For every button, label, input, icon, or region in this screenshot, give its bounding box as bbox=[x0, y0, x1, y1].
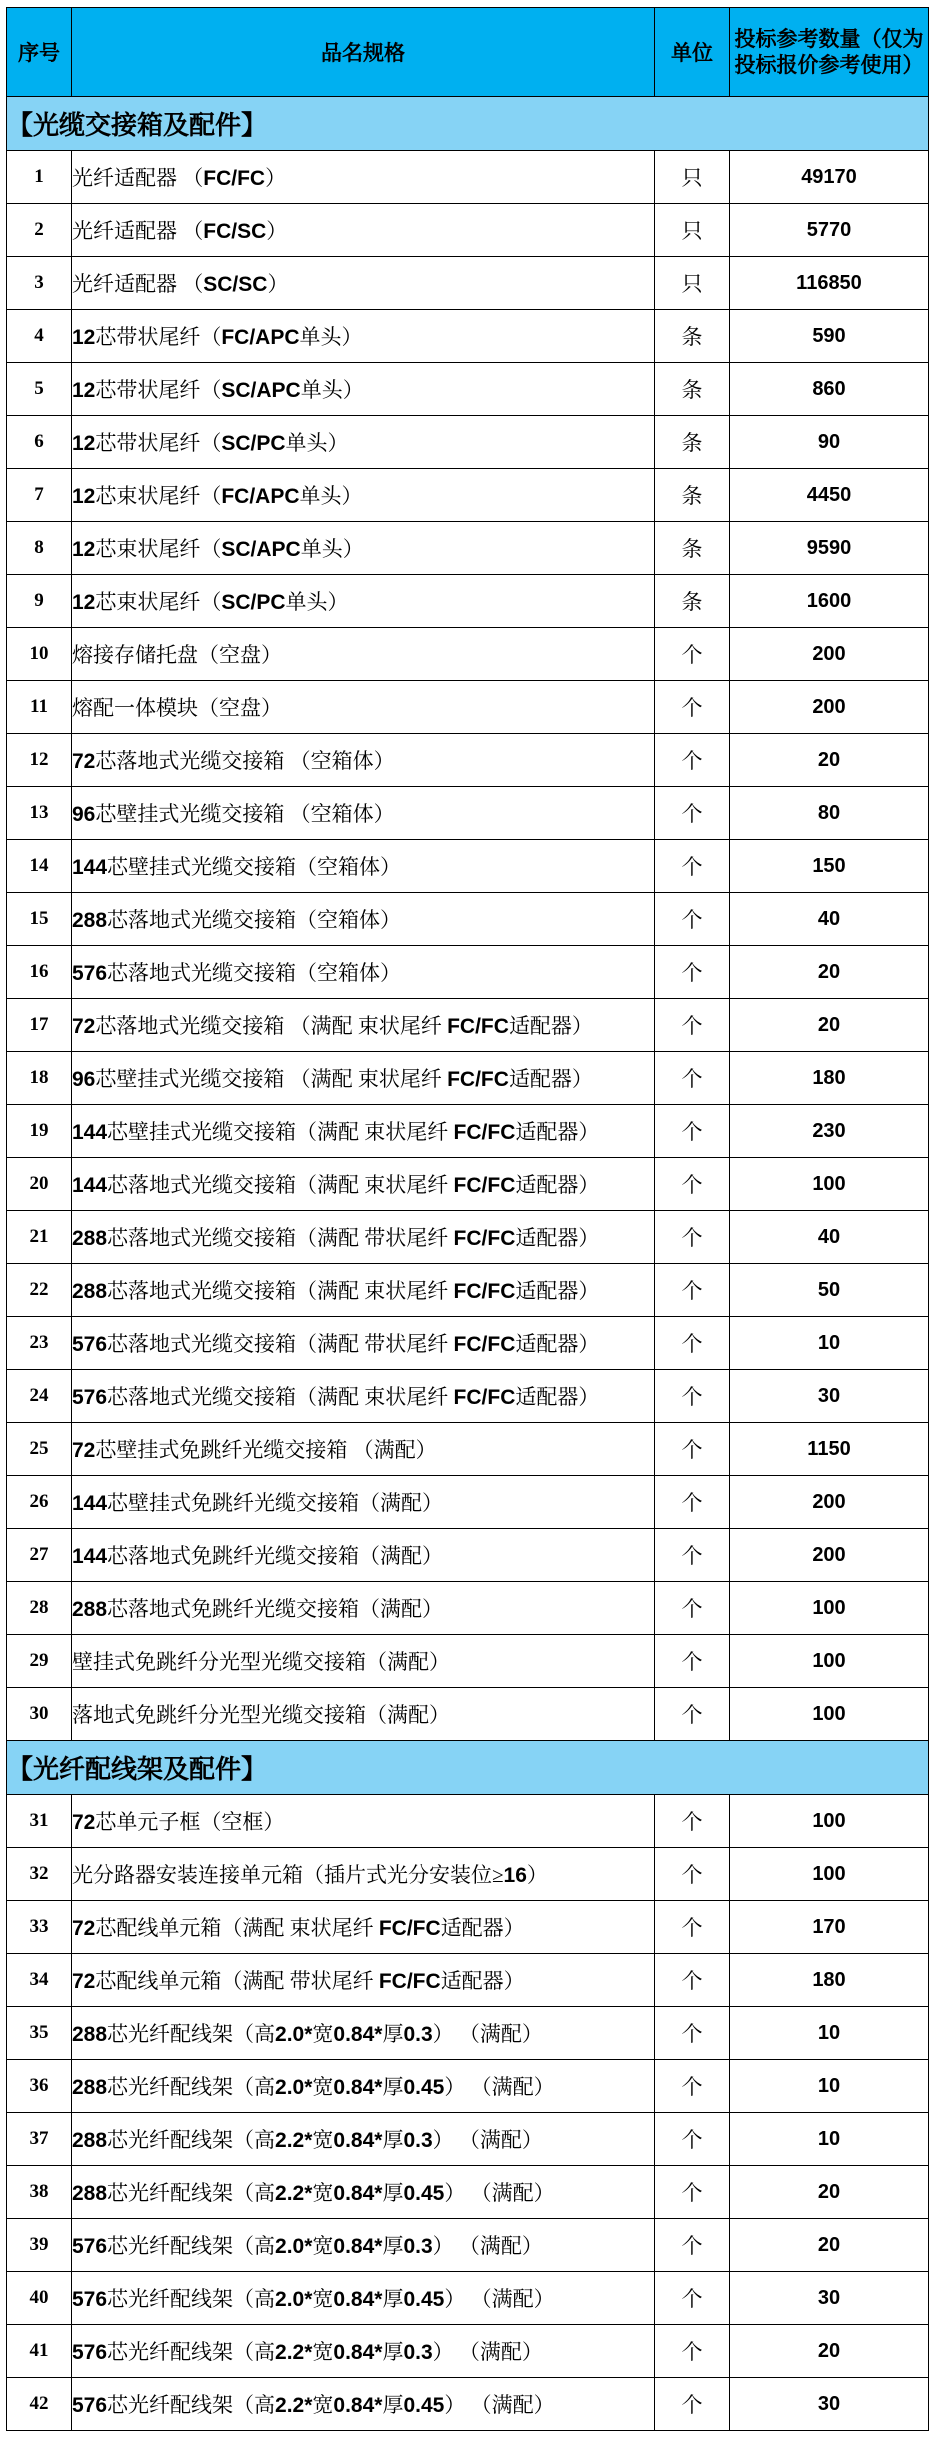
item-name-latin-part: 0.84* bbox=[333, 2023, 383, 2046]
row-index: 29 bbox=[7, 1635, 72, 1688]
row-quantity: 20 bbox=[730, 2219, 929, 2272]
table-row bbox=[7, 628, 929, 681]
item-name-latin-part: 12 bbox=[72, 379, 96, 402]
row-quantity: 30 bbox=[730, 1370, 929, 1423]
row-item-name: 96芯壁挂式光缆交接箱 （满配 束状尾纤 FC/FC适配器） bbox=[72, 1052, 655, 1105]
row-unit: 条 bbox=[655, 575, 730, 628]
row-quantity: 5770 bbox=[730, 204, 929, 257]
table-row bbox=[7, 204, 929, 257]
table-row bbox=[7, 1211, 929, 1264]
row-index: 38 bbox=[7, 2166, 72, 2219]
table-row bbox=[7, 1158, 929, 1211]
item-name-latin-part: FC/FC bbox=[453, 1280, 516, 1303]
item-name-latin-part: 16 bbox=[503, 1864, 527, 1887]
row-item-name: 288芯光纤配线架（高2.2*宽0.84*厚0.3） （满配） bbox=[72, 2113, 655, 2166]
row-index: 4 bbox=[7, 310, 72, 363]
row-index: 3 bbox=[7, 257, 72, 310]
row-item-name: 熔配一体模块（空盘） bbox=[72, 681, 655, 734]
item-name-latin-part: 288 bbox=[72, 2076, 108, 2099]
item-name-latin-part: FC/FC bbox=[447, 1068, 509, 1091]
table-row bbox=[7, 893, 929, 946]
table-body bbox=[7, 97, 929, 2431]
row-unit: 个 bbox=[655, 840, 730, 893]
row-quantity: 200 bbox=[730, 681, 929, 734]
row-unit: 个 bbox=[655, 2325, 730, 2378]
row-unit: 只 bbox=[655, 151, 730, 204]
row-unit: 只 bbox=[655, 204, 730, 257]
item-name-latin-part: 144 bbox=[72, 856, 108, 879]
item-name-latin-part: 0.84* bbox=[333, 2182, 383, 2205]
row-quantity: 20 bbox=[730, 2166, 929, 2219]
row-unit: 条 bbox=[655, 522, 730, 575]
row-quantity: 860 bbox=[730, 363, 929, 416]
row-item-name: 光纤适配器 （SC/SC） bbox=[72, 257, 655, 310]
item-name-latin-part: 576 bbox=[72, 2288, 108, 2311]
table-row bbox=[7, 2325, 929, 2378]
item-name-latin-part: 12 bbox=[72, 485, 96, 508]
item-name-latin-part: 288 bbox=[72, 2182, 108, 2205]
table-row bbox=[7, 1688, 929, 1741]
item-name-latin-part: 0.84* bbox=[333, 2076, 383, 2099]
item-name-latin-part: 96 bbox=[72, 803, 96, 826]
table-row bbox=[7, 1795, 929, 1848]
item-name-latin-part: 0.45 bbox=[403, 2182, 445, 2205]
item-name-latin-part: 0.84* bbox=[333, 2235, 383, 2258]
row-unit: 个 bbox=[655, 2272, 730, 2325]
item-name-latin-part: FC/FC bbox=[447, 1015, 509, 1038]
row-index: 26 bbox=[7, 1476, 72, 1529]
item-name-latin-part: 72 bbox=[72, 1917, 96, 1940]
item-name-latin-part: SC/PC bbox=[221, 591, 286, 614]
row-quantity: 20 bbox=[730, 734, 929, 787]
row-quantity: 590 bbox=[730, 310, 929, 363]
row-index: 35 bbox=[7, 2007, 72, 2060]
row-unit: 个 bbox=[655, 2378, 730, 2431]
row-unit: 个 bbox=[655, 1795, 730, 1848]
row-item-name: 288芯落地式光缆交接箱（空箱体） bbox=[72, 893, 655, 946]
item-name-latin-part: 144 bbox=[72, 1545, 108, 1568]
row-index: 23 bbox=[7, 1317, 72, 1370]
row-index: 39 bbox=[7, 2219, 72, 2272]
row-quantity: 90 bbox=[730, 416, 929, 469]
row-item-name: 288芯光纤配线架（高2.0*宽0.84*厚0.45） （满配） bbox=[72, 2060, 655, 2113]
row-quantity: 4450 bbox=[730, 469, 929, 522]
row-index: 41 bbox=[7, 2325, 72, 2378]
row-item-name: 12芯束状尾纤（FC/APC单头） bbox=[72, 469, 655, 522]
row-quantity: 230 bbox=[730, 1105, 929, 1158]
item-name-latin-part: 576 bbox=[72, 2394, 108, 2417]
item-name-latin-part: FC/FC bbox=[203, 167, 266, 190]
row-item-name: 12芯带状尾纤（SC/APC单头） bbox=[72, 363, 655, 416]
table-row bbox=[7, 1317, 929, 1370]
row-unit: 个 bbox=[655, 946, 730, 999]
row-unit: 个 bbox=[655, 2219, 730, 2272]
item-name-latin-part: 0.3 bbox=[403, 2341, 433, 2364]
table-row bbox=[7, 1901, 929, 1954]
row-item-name: 144芯落地式免跳纤光缆交接箱（满配） bbox=[72, 1529, 655, 1582]
table-row bbox=[7, 2166, 929, 2219]
item-name-latin-part: 144 bbox=[72, 1174, 108, 1197]
item-name-latin-part: 288 bbox=[72, 909, 108, 932]
row-unit: 个 bbox=[655, 681, 730, 734]
item-name-latin-part: 12 bbox=[72, 538, 96, 561]
row-unit: 个 bbox=[655, 2166, 730, 2219]
item-name-latin-part: 2.0* bbox=[275, 2076, 313, 2099]
row-unit: 个 bbox=[655, 1688, 730, 1741]
row-index: 16 bbox=[7, 946, 72, 999]
row-index: 40 bbox=[7, 2272, 72, 2325]
table-row bbox=[7, 469, 929, 522]
row-index: 27 bbox=[7, 1529, 72, 1582]
row-quantity: 20 bbox=[730, 2325, 929, 2378]
table-row bbox=[7, 522, 929, 575]
row-quantity: 10 bbox=[730, 2007, 929, 2060]
section-title: 【光缆交接箱及配件】 bbox=[7, 97, 929, 151]
row-item-name: 576芯光纤配线架（高2.2*宽0.84*厚0.45） （满配） bbox=[72, 2378, 655, 2431]
row-quantity: 20 bbox=[730, 946, 929, 999]
table-row bbox=[7, 1954, 929, 2007]
table-row bbox=[7, 1264, 929, 1317]
row-unit: 条 bbox=[655, 310, 730, 363]
row-unit: 个 bbox=[655, 1635, 730, 1688]
table-row bbox=[7, 1052, 929, 1105]
row-quantity: 200 bbox=[730, 628, 929, 681]
row-index: 17 bbox=[7, 999, 72, 1052]
item-name-latin-part: 576 bbox=[72, 2235, 108, 2258]
item-name-latin-part: 576 bbox=[72, 1333, 108, 1356]
item-name-latin-part: FC/APC bbox=[221, 326, 300, 349]
item-name-latin-part: 0.84* bbox=[333, 2288, 383, 2311]
row-item-name: 12芯束状尾纤（SC/APC单头） bbox=[72, 522, 655, 575]
item-name-latin-part: FC/SC bbox=[203, 220, 267, 243]
item-name-latin-part: 0.84* bbox=[333, 2129, 383, 2152]
row-index: 34 bbox=[7, 1954, 72, 2007]
section-header-row bbox=[7, 1741, 929, 1795]
row-item-name: 12芯束状尾纤（SC/PC单头） bbox=[72, 575, 655, 628]
item-name-latin-part: 0.3 bbox=[403, 2023, 433, 2046]
table-row bbox=[7, 416, 929, 469]
table-row bbox=[7, 310, 929, 363]
row-item-name: 576芯光纤配线架（高2.0*宽0.84*厚0.45） （满配） bbox=[72, 2272, 655, 2325]
row-index: 6 bbox=[7, 416, 72, 469]
row-quantity: 100 bbox=[730, 1848, 929, 1901]
table-row bbox=[7, 363, 929, 416]
row-index: 22 bbox=[7, 1264, 72, 1317]
table-row bbox=[7, 1582, 929, 1635]
row-quantity: 30 bbox=[730, 2378, 929, 2431]
item-name-latin-part: 2.2* bbox=[275, 2341, 313, 2364]
row-index: 20 bbox=[7, 1158, 72, 1211]
row-index: 12 bbox=[7, 734, 72, 787]
row-item-name: 288芯落地式免跳纤光缆交接箱（满配） bbox=[72, 1582, 655, 1635]
row-unit: 条 bbox=[655, 469, 730, 522]
row-unit: 个 bbox=[655, 2113, 730, 2166]
column-header-item-name: 品名规格 bbox=[72, 8, 655, 97]
table-row bbox=[7, 2060, 929, 2113]
row-index: 9 bbox=[7, 575, 72, 628]
row-unit: 个 bbox=[655, 1105, 730, 1158]
row-unit: 个 bbox=[655, 1476, 730, 1529]
row-index: 32 bbox=[7, 1848, 72, 1901]
row-quantity: 200 bbox=[730, 1476, 929, 1529]
row-quantity: 80 bbox=[730, 787, 929, 840]
row-quantity: 40 bbox=[730, 1211, 929, 1264]
item-name-latin-part: 2.2* bbox=[275, 2182, 313, 2205]
table-row bbox=[7, 1370, 929, 1423]
item-name-latin-part: SC/PC bbox=[221, 432, 286, 455]
row-quantity: 116850 bbox=[730, 257, 929, 310]
item-name-latin-part: 96 bbox=[72, 1068, 96, 1091]
row-quantity: 150 bbox=[730, 840, 929, 893]
row-unit: 个 bbox=[655, 628, 730, 681]
column-header-unit: 单位 bbox=[655, 8, 730, 97]
row-index: 8 bbox=[7, 522, 72, 575]
row-item-name: 144芯壁挂式光缆交接箱（满配 束状尾纤 FC/FC适配器） bbox=[72, 1105, 655, 1158]
row-index: 2 bbox=[7, 204, 72, 257]
row-item-name: 落地式免跳纤分光型光缆交接箱（满配） bbox=[72, 1688, 655, 1741]
row-item-name: 12芯带状尾纤（SC/PC单头） bbox=[72, 416, 655, 469]
row-quantity: 50 bbox=[730, 1264, 929, 1317]
row-index: 24 bbox=[7, 1370, 72, 1423]
item-name-latin-part: 0.84* bbox=[333, 2341, 383, 2364]
item-name-latin-part: 12 bbox=[72, 591, 96, 614]
item-name-latin-part: FC/FC bbox=[453, 1121, 516, 1144]
row-index: 37 bbox=[7, 2113, 72, 2166]
item-name-latin-part: 2.0* bbox=[275, 2235, 313, 2258]
table-row bbox=[7, 999, 929, 1052]
table-row bbox=[7, 840, 929, 893]
table-header-row bbox=[7, 8, 929, 97]
item-name-latin-part: 2.2* bbox=[275, 2129, 313, 2152]
item-name-latin-part: 576 bbox=[72, 2341, 108, 2364]
table-row bbox=[7, 2007, 929, 2060]
row-index: 31 bbox=[7, 1795, 72, 1848]
row-quantity: 9590 bbox=[730, 522, 929, 575]
row-unit: 个 bbox=[655, 999, 730, 1052]
item-name-latin-part: 72 bbox=[72, 1015, 96, 1038]
row-unit: 个 bbox=[655, 1211, 730, 1264]
row-item-name: 576芯光纤配线架（高2.0*宽0.84*厚0.3） （满配） bbox=[72, 2219, 655, 2272]
row-item-name: 72芯落地式光缆交接箱 （空箱体） bbox=[72, 734, 655, 787]
row-unit: 条 bbox=[655, 416, 730, 469]
table-row bbox=[7, 734, 929, 787]
bid-items-table bbox=[6, 7, 929, 2431]
row-index: 10 bbox=[7, 628, 72, 681]
row-item-name: 72芯壁挂式免跳纤光缆交接箱 （满配） bbox=[72, 1423, 655, 1476]
table-row bbox=[7, 946, 929, 999]
item-name-latin-part: FC/APC bbox=[221, 485, 300, 508]
row-item-name: 576芯落地式光缆交接箱（满配 带状尾纤 FC/FC适配器） bbox=[72, 1317, 655, 1370]
table-row bbox=[7, 2272, 929, 2325]
row-item-name: 光纤适配器 （FC/SC） bbox=[72, 204, 655, 257]
item-name-latin-part: 0.3 bbox=[403, 2129, 433, 2152]
row-quantity: 180 bbox=[730, 1954, 929, 2007]
table-row bbox=[7, 2113, 929, 2166]
row-item-name: 壁挂式免跳纤分光型光缆交接箱（满配） bbox=[72, 1635, 655, 1688]
row-index: 30 bbox=[7, 1688, 72, 1741]
item-name-latin-part: FC/FC bbox=[453, 1333, 516, 1356]
row-quantity: 1600 bbox=[730, 575, 929, 628]
item-name-latin-part: 72 bbox=[72, 1811, 96, 1834]
row-quantity: 30 bbox=[730, 2272, 929, 2325]
row-item-name: 72芯单元子框（空框） bbox=[72, 1795, 655, 1848]
row-item-name: 熔接存储托盘（空盘） bbox=[72, 628, 655, 681]
section-title: 【光纤配线架及配件】 bbox=[7, 1741, 929, 1795]
row-index: 15 bbox=[7, 893, 72, 946]
row-item-name: 144芯壁挂式免跳纤光缆交接箱（满配） bbox=[72, 1476, 655, 1529]
row-quantity: 170 bbox=[730, 1901, 929, 1954]
item-name-latin-part: FC/FC bbox=[378, 1917, 441, 1940]
row-index: 33 bbox=[7, 1901, 72, 1954]
item-name-latin-part: 2.2* bbox=[275, 2394, 313, 2417]
table-row bbox=[7, 2378, 929, 2431]
item-name-latin-part: FC/FC bbox=[453, 1386, 516, 1409]
row-index: 19 bbox=[7, 1105, 72, 1158]
row-unit: 个 bbox=[655, 1317, 730, 1370]
item-name-latin-part: 0.84* bbox=[333, 2394, 383, 2417]
row-index: 25 bbox=[7, 1423, 72, 1476]
item-name-latin-part: 72 bbox=[72, 1439, 96, 1462]
row-unit: 个 bbox=[655, 734, 730, 787]
section-header-row bbox=[7, 97, 929, 151]
table-row bbox=[7, 1423, 929, 1476]
row-item-name: 288芯光纤配线架（高2.0*宽0.84*厚0.3） （满配） bbox=[72, 2007, 655, 2060]
row-item-name: 288芯落地式光缆交接箱（满配 带状尾纤 FC/FC适配器） bbox=[72, 1211, 655, 1264]
row-unit: 个 bbox=[655, 1529, 730, 1582]
item-name-latin-part: 2.0* bbox=[275, 2023, 313, 2046]
row-item-name: 12芯带状尾纤（FC/APC单头） bbox=[72, 310, 655, 363]
row-unit: 个 bbox=[655, 893, 730, 946]
row-unit: 个 bbox=[655, 2007, 730, 2060]
row-quantity: 10 bbox=[730, 2113, 929, 2166]
row-item-name: 576芯落地式光缆交接箱（满配 束状尾纤 FC/FC适配器） bbox=[72, 1370, 655, 1423]
row-quantity: 180 bbox=[730, 1052, 929, 1105]
item-name-latin-part: 288 bbox=[72, 1598, 108, 1621]
table-row bbox=[7, 575, 929, 628]
row-quantity: 49170 bbox=[730, 151, 929, 204]
item-name-latin-part: SC/SC bbox=[203, 273, 268, 296]
row-quantity: 100 bbox=[730, 1635, 929, 1688]
item-name-latin-part: 576 bbox=[72, 1386, 108, 1409]
row-unit: 个 bbox=[655, 1423, 730, 1476]
table-row bbox=[7, 1476, 929, 1529]
row-unit: 个 bbox=[655, 787, 730, 840]
row-index: 7 bbox=[7, 469, 72, 522]
item-name-latin-part: 72 bbox=[72, 1970, 96, 1993]
row-quantity: 100 bbox=[730, 1582, 929, 1635]
row-unit: 个 bbox=[655, 1954, 730, 2007]
row-item-name: 72芯配线单元箱（满配 带状尾纤 FC/FC适配器） bbox=[72, 1954, 655, 2007]
row-item-name: 576芯光纤配线架（高2.2*宽0.84*厚0.3） （满配） bbox=[72, 2325, 655, 2378]
item-name-latin-part: 12 bbox=[72, 326, 96, 349]
item-name-latin-part: 288 bbox=[72, 2129, 108, 2152]
item-name-latin-part: FC/FC bbox=[378, 1970, 441, 1993]
row-unit: 个 bbox=[655, 2060, 730, 2113]
row-quantity: 40 bbox=[730, 893, 929, 946]
item-name-latin-part: 0.45 bbox=[403, 2394, 445, 2417]
row-unit: 个 bbox=[655, 1848, 730, 1901]
item-name-latin-part: 12 bbox=[72, 432, 96, 455]
table-row bbox=[7, 787, 929, 840]
item-name-latin-part: 144 bbox=[72, 1492, 108, 1515]
row-item-name: 144芯落地式光缆交接箱（满配 束状尾纤 FC/FC适配器） bbox=[72, 1158, 655, 1211]
item-name-latin-part: SC/APC bbox=[221, 538, 301, 561]
row-unit: 条 bbox=[655, 363, 730, 416]
row-unit: 个 bbox=[655, 1901, 730, 1954]
row-item-name: 96芯壁挂式光缆交接箱 （空箱体） bbox=[72, 787, 655, 840]
row-item-name: 576芯落地式光缆交接箱（空箱体） bbox=[72, 946, 655, 999]
item-name-latin-part: 288 bbox=[72, 1227, 108, 1250]
row-index: 21 bbox=[7, 1211, 72, 1264]
row-index: 11 bbox=[7, 681, 72, 734]
row-index: 5 bbox=[7, 363, 72, 416]
item-name-latin-part: SC/APC bbox=[221, 379, 301, 402]
column-header-quantity: 投标参考数量（仅为投标报价参考使用） bbox=[730, 8, 929, 97]
row-quantity: 100 bbox=[730, 1795, 929, 1848]
row-index: 36 bbox=[7, 2060, 72, 2113]
row-quantity: 200 bbox=[730, 1529, 929, 1582]
item-name-latin-part: 0.45 bbox=[403, 2288, 445, 2311]
item-name-latin-part: 2.0* bbox=[275, 2288, 313, 2311]
row-index: 42 bbox=[7, 2378, 72, 2431]
table-row bbox=[7, 151, 929, 204]
table-row bbox=[7, 257, 929, 310]
row-quantity: 100 bbox=[730, 1158, 929, 1211]
item-name-latin-part: 576 bbox=[72, 962, 108, 985]
row-index: 13 bbox=[7, 787, 72, 840]
table-row bbox=[7, 1848, 929, 1901]
row-item-name: 288芯落地式光缆交接箱（满配 束状尾纤 FC/FC适配器） bbox=[72, 1264, 655, 1317]
row-item-name: 144芯壁挂式光缆交接箱（空箱体） bbox=[72, 840, 655, 893]
row-index: 18 bbox=[7, 1052, 72, 1105]
table-row bbox=[7, 681, 929, 734]
row-item-name: 光纤适配器 （FC/FC） bbox=[72, 151, 655, 204]
row-quantity: 10 bbox=[730, 2060, 929, 2113]
row-quantity: 20 bbox=[730, 999, 929, 1052]
row-index: 1 bbox=[7, 151, 72, 204]
row-quantity: 100 bbox=[730, 1688, 929, 1741]
row-unit: 个 bbox=[655, 1052, 730, 1105]
row-quantity: 1150 bbox=[730, 1423, 929, 1476]
row-item-name: 光分路器安装连接单元箱（插片式光分安装位≥16） bbox=[72, 1848, 655, 1901]
table-row bbox=[7, 1529, 929, 1582]
row-item-name: 72芯配线单元箱（满配 束状尾纤 FC/FC适配器） bbox=[72, 1901, 655, 1954]
table-row bbox=[7, 1105, 929, 1158]
item-name-latin-part: 288 bbox=[72, 2023, 108, 2046]
row-index: 14 bbox=[7, 840, 72, 893]
column-header-index: 序号 bbox=[7, 8, 72, 97]
row-quantity: 10 bbox=[730, 1317, 929, 1370]
row-unit: 个 bbox=[655, 1582, 730, 1635]
table-row bbox=[7, 1635, 929, 1688]
row-unit: 个 bbox=[655, 1370, 730, 1423]
item-name-latin-part: 0.3 bbox=[403, 2235, 433, 2258]
row-item-name: 72芯落地式光缆交接箱 （满配 束状尾纤 FC/FC适配器） bbox=[72, 999, 655, 1052]
row-unit: 只 bbox=[655, 257, 730, 310]
item-name-latin-part: 288 bbox=[72, 1280, 108, 1303]
row-index: 28 bbox=[7, 1582, 72, 1635]
table-row bbox=[7, 2219, 929, 2272]
row-unit: 个 bbox=[655, 1264, 730, 1317]
row-unit: 个 bbox=[655, 1158, 730, 1211]
item-name-latin-part: FC/FC bbox=[453, 1174, 516, 1197]
item-name-latin-part: FC/FC bbox=[453, 1227, 516, 1250]
item-name-latin-part: 0.45 bbox=[403, 2076, 445, 2099]
item-name-latin-part: 72 bbox=[72, 750, 96, 773]
item-name-latin-part: 144 bbox=[72, 1121, 108, 1144]
row-item-name: 288芯光纤配线架（高2.2*宽0.84*厚0.45） （满配） bbox=[72, 2166, 655, 2219]
